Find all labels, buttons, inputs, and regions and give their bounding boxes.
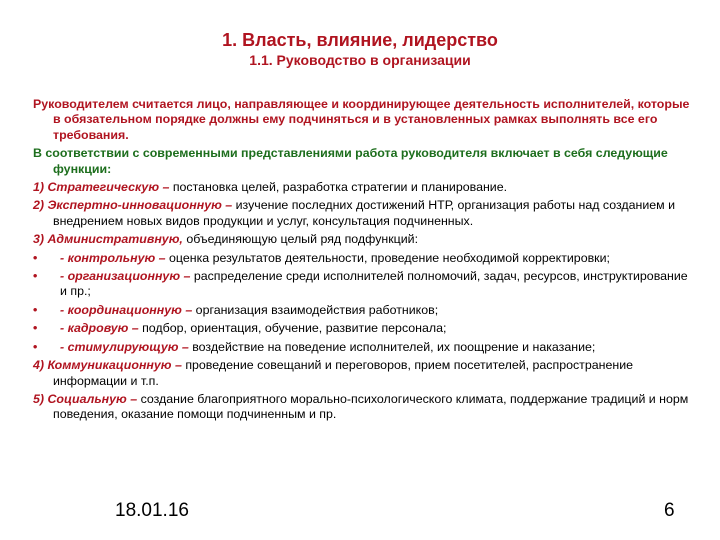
subfunction-item	[33, 321, 693, 336]
subfunction-description: организация взаимодействия работников;	[195, 302, 439, 317]
subfunction-item	[33, 269, 693, 300]
function-term: Экспертно-инновационную –	[47, 198, 233, 213]
intro-paragraph: Руководителем считается лицо, направляющее и координирующее деятельность исполнителей, которые в обязательном порядке должны ему подчиняться и в установленных рамках выполнять все его требования.	[33, 97, 690, 142]
subfunction-description: оценка результатов деятельности, проведение необходимой корректировки;	[169, 250, 610, 265]
bullet-icon: •	[33, 339, 38, 354]
function-item	[33, 392, 693, 423]
function-description: изучение последних достижений НТР, организация работы над созданием и внедрением новых видов продукции и услуг, консультация подчиненных.	[53, 198, 676, 228]
bullet-icon: •	[33, 269, 38, 284]
function-number: 3)	[33, 232, 45, 247]
function-term: Коммуникационную –	[47, 358, 182, 373]
bullet-icon: •	[33, 321, 38, 336]
slide-title: 1. Власть, влияние, лидерство	[222, 30, 498, 50]
function-number: 5)	[33, 391, 45, 406]
subfunction-term: - контрольную –	[60, 250, 166, 265]
lead-paragraph: В соответствии с современными представлениями работа руководителя включает в себя следующие функции:	[33, 146, 668, 176]
function-item	[33, 198, 693, 229]
function-term: Административную,	[47, 232, 183, 247]
function-description: проведение совещаний и переговоров, прием посетителей, распространение информации и т.п.	[53, 358, 634, 388]
function-item	[33, 180, 693, 195]
subfunction-term: - стимулирующую –	[60, 339, 189, 354]
subfunction-term: - координационную –	[60, 302, 193, 317]
function-item	[33, 232, 693, 247]
subfunction-term: - кадровую –	[60, 321, 139, 336]
function-number: 2)	[33, 198, 45, 213]
function-term: Социальную –	[47, 391, 138, 406]
function-item	[33, 358, 693, 389]
slide-body	[33, 97, 693, 426]
bullet-icon: •	[33, 302, 38, 317]
subfunction-item	[33, 303, 693, 318]
function-description: объединяющую целый ряд подфункций:	[186, 232, 419, 247]
subfunction-item	[33, 251, 693, 266]
subfunction-term: - организационную –	[60, 269, 191, 284]
page-number: 6	[664, 500, 675, 521]
function-number: 4)	[33, 358, 45, 373]
slide-subtitle: 1.1. Руководство в организации	[249, 52, 471, 68]
function-description: постановка целей, разработка стратегии и планирование.	[172, 180, 508, 195]
function-number: 1)	[33, 180, 45, 195]
subfunction-item	[33, 340, 693, 355]
subfunction-description: воздействие на поведение исполнителей, их поощрение и наказание;	[192, 339, 596, 354]
footer-date: 18.01.16	[115, 500, 189, 521]
bullet-icon: •	[33, 250, 38, 265]
function-description: создание благоприятного морально-психологического климата, поддержание традиций и норм поведения, оказание помощи подчиненным и пр.	[53, 391, 689, 422]
subfunction-description: распределение среди исполнителей полномочий, задач, ресурсов, инструктирование и пр.;	[60, 269, 688, 299]
subfunction-description: подбор, ориентация, обучение, развитие персонала;	[142, 321, 447, 336]
function-term: Стратегическую –	[47, 180, 170, 195]
